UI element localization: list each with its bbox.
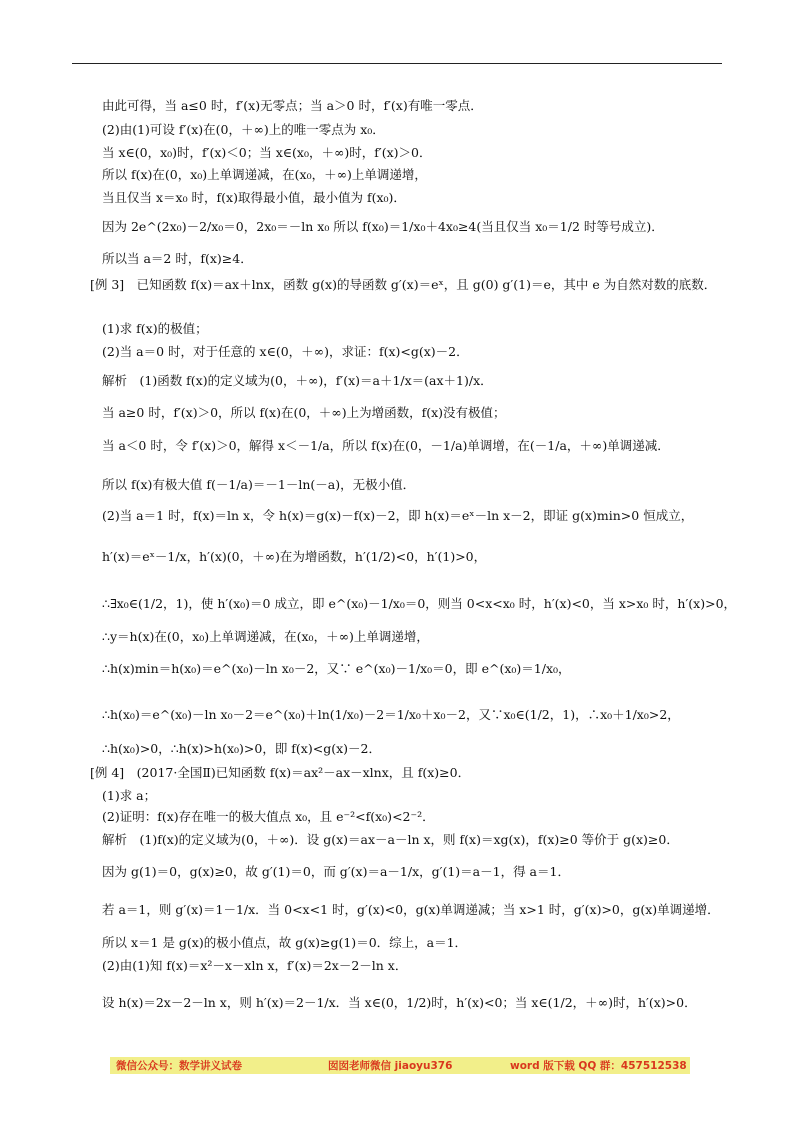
text-line: 由此可得，当 a≤0 时，f′(x)无零点；当 a＞0 时，f′(x)有唯一零点． — [102, 98, 483, 113]
text-line: (2)当 a＝1 时，f(x)＝ln x，令 h(x)＝g(x)－f(x)－2，即 h(x)＝eˣ－ln x－2，即证 g(x)min>0 恒成立， — [102, 508, 694, 523]
text-line: (1)求 f(x)的极值； — [102, 321, 208, 336]
example-3-title: [例 3] 已知函数 f(x)＝ax＋lnx，函数 g(x)的导函数 g′(x)＝eˣ，且 g(0) g′(1)＝e，其中 e 为自然对数的底数． — [90, 277, 717, 292]
footer-qq-group: word 版下载 QQ 群：457512538 — [510, 1060, 687, 1072]
text-line: 所以 x＝1 是 g(x)的极小值点，故 g(x)≥g(1)＝0．综上，a＝1． — [102, 935, 468, 950]
text-line: (1)求 a； — [102, 788, 157, 803]
text-line: 当且仅当 x＝x₀ 时，f(x)取得最小值，最小值为 f(x₀)． — [102, 190, 406, 205]
text-line: 所以当 a＝2 时，f(x)≥4． — [102, 251, 253, 266]
text-line: 所以 f(x)在(0，x₀)上单调递减，在(x₀，＋∞)上单调递增， — [102, 167, 427, 182]
text-line: h′(x)＝eˣ－1/x，h′(x)(0，＋∞)在为增函数，h′(1/2)<0，h′(1)>0， — [102, 549, 487, 564]
text-line: 当 x∈(0，x₀)时，f′(x)＜0；当 x∈(x₀，＋∞)时，f′(x)＞0． — [102, 145, 432, 160]
footer-banner — [110, 1057, 690, 1074]
text-line: ∴∃x₀∈(1/2，1)，使 h′(x₀)＝0 成立，即 e^(x₀)－1/x₀＝0，则当 0<x<x₀ 时，h′(x)<0，当 x>x₀ 时，h′(x)>0， — [102, 596, 737, 611]
text-line: 若 a＝1，则 g′(x)＝1－1/x．当 0<x<1 时，g′(x)<0，g(x)单调递减；当 x>1 时，g′(x)>0，g(x)单调递增． — [102, 902, 720, 917]
text-line: (2)证明：f(x)存在唯一的极大值点 x₀，且 e⁻²<f(x₀)<2⁻²． — [102, 809, 435, 824]
example-4-title: [例 4] (2017·全国Ⅱ)已知函数 f(x)＝ax²－ax－xlnx，且 f(x)≥0． — [90, 765, 471, 780]
footer-teacher-wechat: 囡囡老师微信 jiaoyu376 — [328, 1060, 453, 1072]
text-line: 当 a＜0 时，令 f′(x)＞0，解得 x＜－1/a，所以 f(x)在(0，－1/a)单调增，在(－1/a，＋∞)单调递减． — [102, 438, 670, 453]
text-line: (2)由(1)知 f(x)＝x²－x－xln x，f′(x)＝2x－2－ln x． — [102, 958, 408, 973]
text-line: 因为 g(1)＝0，g(x)≥0，故 g′(1)＝0，而 g′(x)＝a－1/x，g′(1)＝a－1，得 a＝1． — [102, 864, 570, 879]
text-line: 因为 2e^(2x₀)－2/x₀＝0，2x₀＝－ln x₀ 所以 f(x₀)＝1/x₀＋4x₀≥4(当且仅当 x₀＝1/2 时等号成立)． — [102, 219, 664, 234]
text-line: ∴h(x)min＝h(x₀)＝e^(x₀)－ln x₀－2，又∵ e^(x₀)－1/x₀＝0，即 e^(x₀)＝1/x₀， — [102, 661, 571, 676]
text-line: 设 h(x)＝2x－2－ln x，则 h′(x)＝2－1/x．当 x∈(0，1/2)时，h′(x)<0；当 x∈(1/2，＋∞)时，h′(x)>0． — [102, 995, 697, 1010]
solution-line: 解析 (1)f(x)的定义域为(0，＋∞)．设 g(x)＝ax－a－ln x，则 f(x)＝xg(x)，f(x)≥0 等价于 g(x)≥0． — [102, 832, 679, 847]
solution-line: 解析 (1)函数 f(x)的定义域为(0，＋∞)，f′(x)＝a＋1/x＝(ax＋1)/x． — [102, 373, 493, 388]
text-line: 当 a≥0 时，f′(x)＞0，所以 f(x)在(0，＋∞)上为增函数，f(x)没有极值； — [102, 405, 506, 420]
text-line: (2)当 a＝0 时，对于任意的 x∈(0，＋∞)，求证：f(x)<g(x)－2． — [102, 344, 469, 359]
footer-wechat-account: 微信公众号：数学讲义试卷 — [116, 1060, 242, 1072]
text-line: ∴y＝h(x)在(0，x₀)上单调递减，在(x₀，＋∞)上单调递增， — [102, 629, 429, 644]
header-rule — [72, 63, 722, 64]
text-line: (2)由(1)可设 f′(x)在(0，＋∞)上的唯一零点为 x₀． — [102, 122, 385, 137]
text-line: ∴h(x₀)＝e^(x₀)－ln x₀－2＝e^(x₀)＋ln(1/x₀)－2＝1/x₀＋x₀－2，又∵x₀∈(1/2，1)，∴x₀＋1/x₀>2， — [102, 707, 680, 722]
text-line: 所以 f(x)有极大值 f(－1/a)＝－1－ln(－a)，无极小值． — [102, 477, 416, 492]
text-line: ∴h(x₀)>0，∴h(x)>h(x₀)>0，即 f(x)<g(x)－2． — [102, 741, 381, 756]
